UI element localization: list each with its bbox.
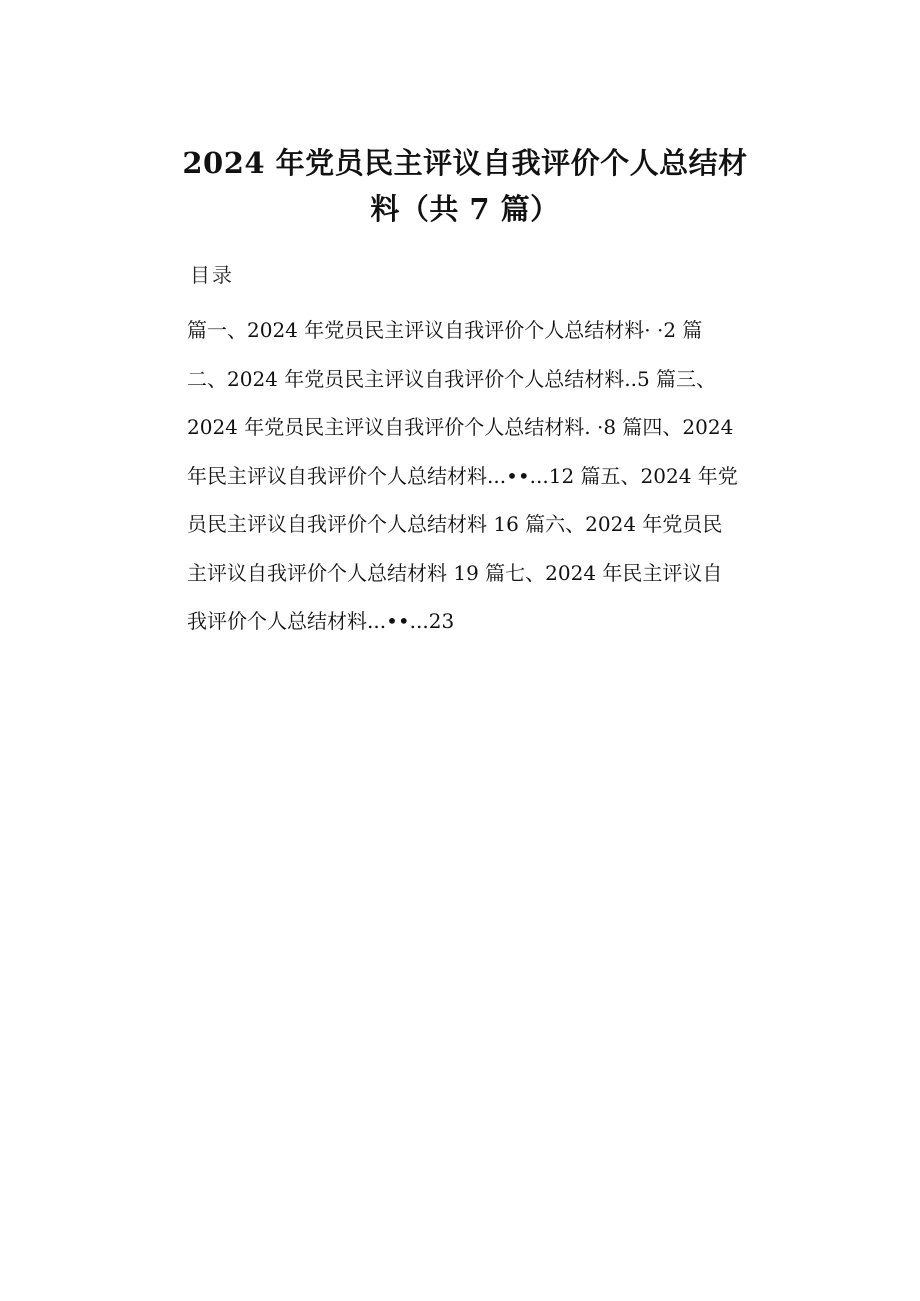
- title-line-2: 料（共 7 篇）: [370, 192, 560, 226]
- toc-line: 主评议自我评价个人总结材料 19 篇七、2024 年民主评议自: [187, 560, 723, 585]
- toc-line: 我评价个人总结材料...••...23: [187, 609, 455, 633]
- toc-line: 篇一、2024 年党员民主评议自我评价个人总结材料· ·2 篇: [187, 318, 703, 342]
- document-title: [150, 140, 780, 232]
- toc-line: 2024 年党员民主评议自我评价个人总结材料. ·8 篇四、2024: [187, 415, 734, 439]
- toc-line: 员民主评议自我评价个人总结材料 16 篇六、2024 年党员民: [187, 512, 723, 536]
- toc-line: 二、2024 年党员民主评议自我评价个人总结材料..5 篇三、: [187, 366, 717, 391]
- toc-heading: 目录: [190, 263, 234, 287]
- toc-line: 年民主评议自我评价个人总结材料...••...12 篇五、2024 年党: [187, 463, 738, 488]
- table-of-contents: [187, 306, 797, 646]
- title-line-1: 2024 年党员民主评议自我评价个人总结材: [182, 146, 748, 180]
